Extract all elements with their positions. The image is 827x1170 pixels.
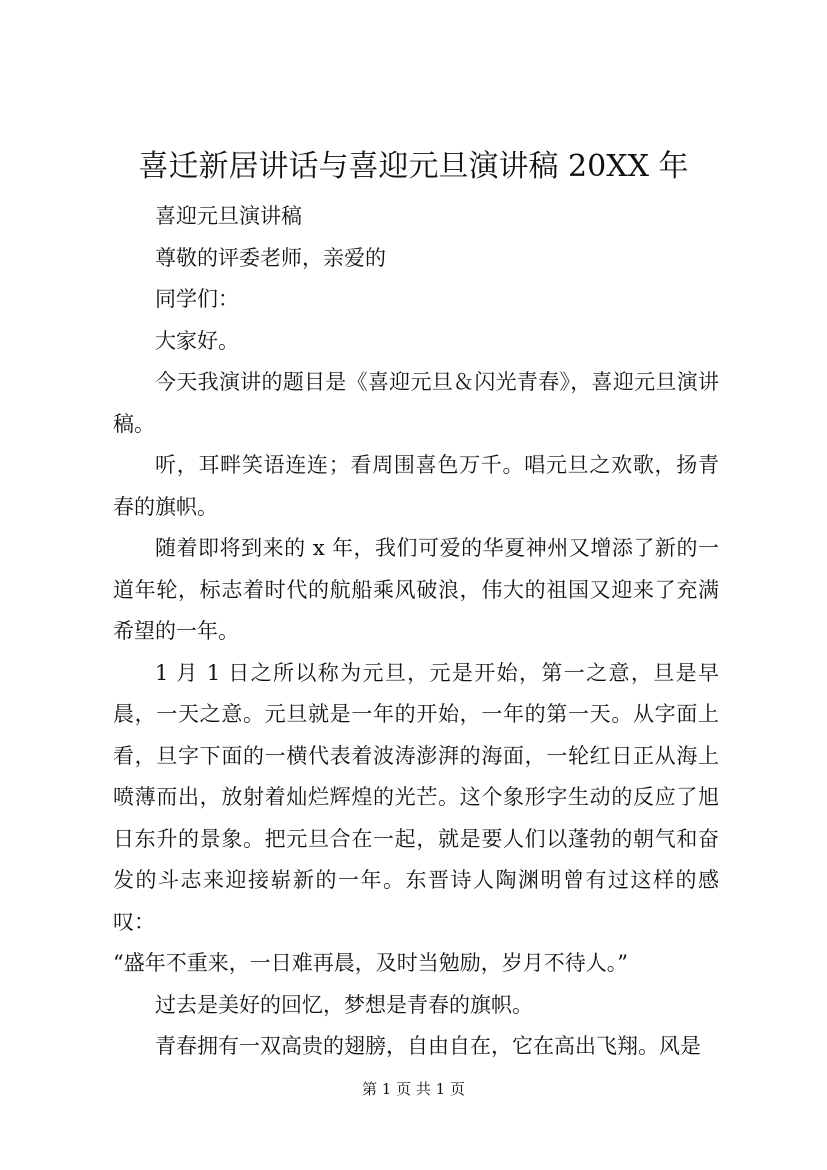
document-body xyxy=(113,196,719,1068)
paragraph-poem-quote: “盛年不重来，一日难再晨，及时当勉励，岁月不待人。” xyxy=(113,951,628,975)
paragraph-greeting: 大家好。 xyxy=(155,328,239,353)
paragraph-heading: 喜迎元旦演讲稿 xyxy=(155,204,302,228)
page-footer: 第 1 页 共 1 页 xyxy=(362,1080,465,1098)
paragraph-past: 过去是美好的回忆，梦想是青春的旗帜。 xyxy=(155,992,533,1017)
paragraph-salutation: 尊敬的评委老师，亲爱的 xyxy=(155,245,386,270)
paragraph-new-year: 随着即将到来的 x 年，我们可爱的华夏神州又增添了新的一道年轮，标志着时代的航船乘风破浪，伟大的祖国又迎来了充满希望的一年。 xyxy=(113,536,719,643)
paragraph-listen: 听，耳畔笑语连连；看周围喜色万千。唱元旦之欢歌，扬青春的旗帜。 xyxy=(113,453,719,519)
paragraph-topic: 今天我演讲的题目是《喜迎元旦＆闪光青春》，喜迎元旦演讲稿。 xyxy=(113,370,719,436)
paragraph-youth: 青春拥有一双高贵的翅膀，自由自在，它在高出飞翔。风是 xyxy=(155,1034,701,1058)
paragraph-salutation-cont: 同学们： xyxy=(155,287,239,311)
paragraph-yuandan-meaning: 1 月 1 日之所以称为元旦，元是开始，第一之意，旦是早晨，一天之意。元旦就是一年的开始，一年的第一天。从字面上看，旦字下面的一横代表着波涛澎湃的海面，一轮红日正从海上喷薄而出，放射着灿烂辉煌的光芒。这个象形字生动的反应了旭日东升的景象。把元旦合在一起，就是要人们以蓬勃的朝气和奋发的斗志来迎接崭新的一年。东晋诗人陶渊明曾有过这样的感叹： xyxy=(113,660,719,934)
document-title: 喜迁新居讲话与喜迎元旦演讲稿 20XX 年 xyxy=(138,149,689,184)
